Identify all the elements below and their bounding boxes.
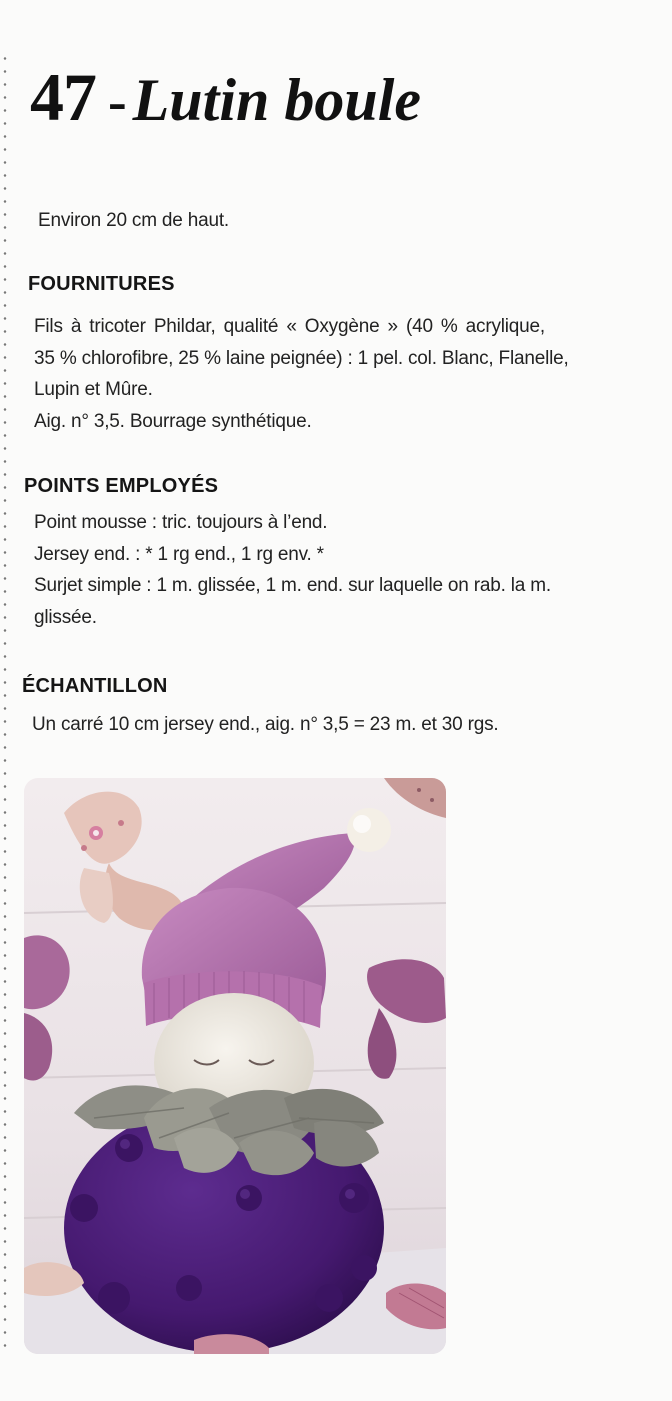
title-separator: -: [108, 71, 127, 133]
pompom: [347, 808, 391, 852]
heading-points-employes: POINTS EMPLOYÉS: [24, 475, 219, 497]
fournitures-line: Aig. n° 3,5. Bourrage synthétique.: [34, 410, 312, 432]
fournitures-line: Lupin et Mûre.: [34, 379, 153, 400]
size-intro: Environ 20 cm de haut.: [38, 210, 229, 231]
points-text: [34, 507, 551, 633]
points-line: glissée.: [34, 606, 97, 628]
echantillon-line: Un carré 10 cm jersey end., aig. n° 3,5 = 23 m. et 30 rgs.: [32, 714, 499, 735]
product-photo: [24, 778, 446, 1354]
pattern-number: 47: [30, 59, 96, 135]
page-title: [30, 58, 421, 137]
echantillon-text: [32, 709, 498, 741]
points-line: Point mousse : tric. toujours à l’end.: [34, 512, 328, 533]
binding-edge: [3, 52, 7, 1352]
fournitures-line: 35 % chlorofibre, 25 % laine peignée) : 1 pel. col. Blanc, Flanelle,: [34, 347, 569, 369]
points-line: Surjet simple : 1 m. glissée, 1 m. end. sur laquelle on rab. la m.: [34, 575, 551, 596]
heading-fournitures: FOURNITURES: [28, 273, 175, 295]
fournitures-text: [34, 311, 569, 437]
knitted-elf-illustration: [24, 778, 446, 1354]
fournitures-line: Fils à tricoter Phildar, qualité « Oxygène » (40 % acrylique,: [34, 316, 545, 337]
heading-echantillon: ÉCHANTILLON: [22, 675, 168, 697]
points-line: Jersey end. : * 1 rg end., 1 rg env. *: [34, 543, 324, 565]
pattern-name: Lutin boule: [132, 67, 422, 133]
